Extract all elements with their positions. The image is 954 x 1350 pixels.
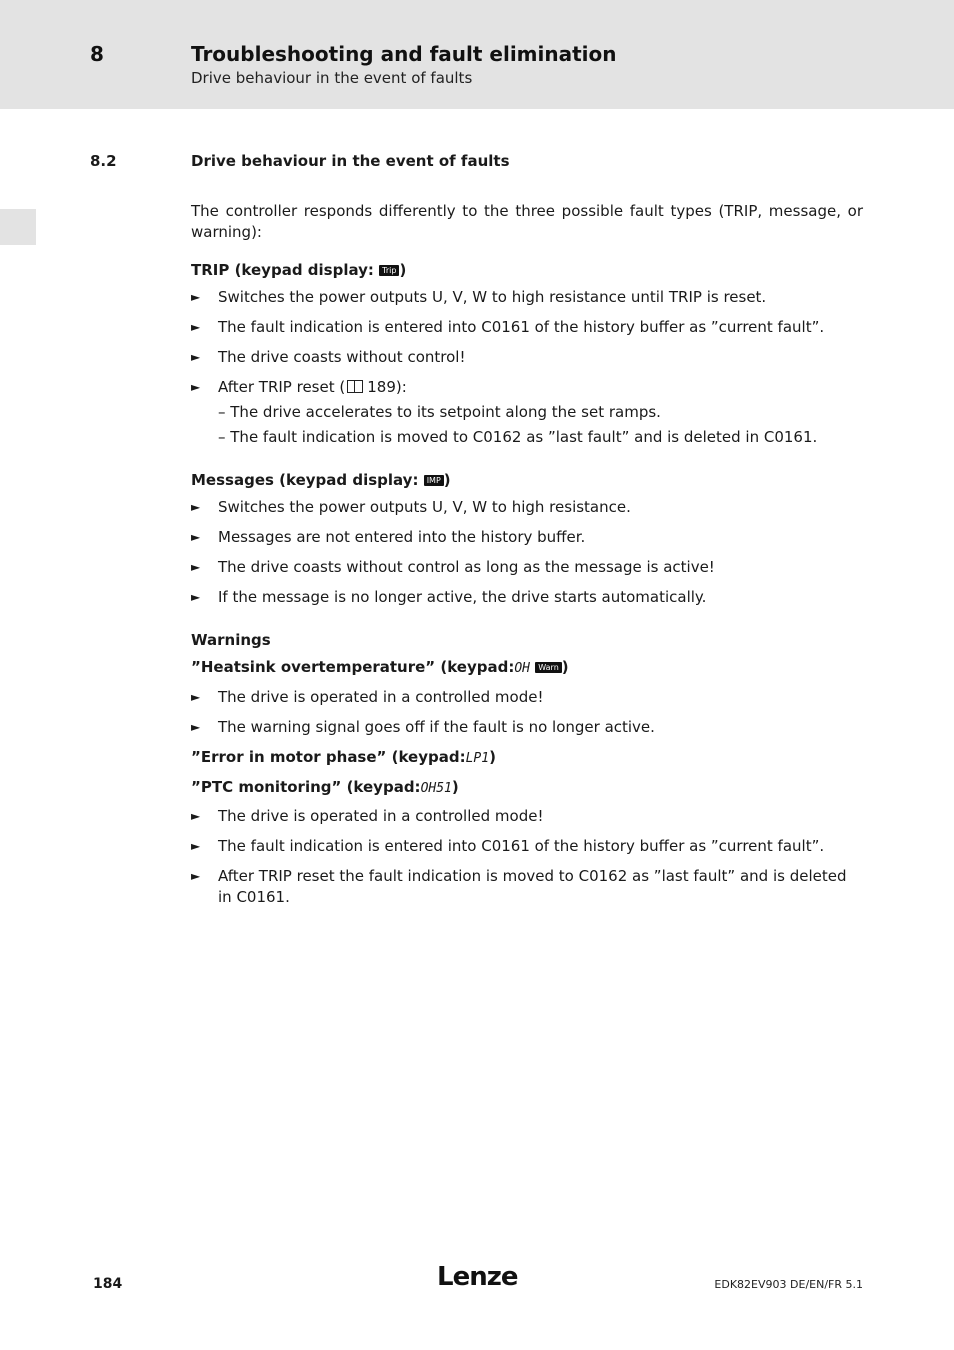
reset-suffix: ):	[395, 378, 407, 396]
heatsink-heading-text: ”Heatsink overtemperature” (keypad:	[191, 658, 515, 676]
imp-badge: IMP	[424, 475, 444, 486]
list-item	[191, 347, 863, 368]
list-item	[191, 497, 863, 518]
bullet-arrow-icon: ►	[191, 720, 201, 734]
reset-sub-item: – The fault indication is moved to C0162 as ”last fault” and is deleted in C0161.	[218, 428, 818, 446]
trip-heading-text: TRIP (keypad display:	[191, 261, 380, 279]
list-item	[191, 866, 863, 908]
trip-list	[191, 287, 863, 448]
list-item	[191, 687, 863, 708]
list-item-text: Messages are not entered into the history buffer.	[218, 528, 586, 546]
section-number: 8.2	[90, 152, 117, 170]
lenze-logo: Lenze	[437, 1262, 518, 1292]
warnings-heading: Warnings	[191, 631, 271, 649]
list-item-text: The drive is operated in a controlled mode!	[218, 807, 544, 825]
heatsink-heading-close: )	[561, 658, 569, 676]
reset-sub-item: – The drive accelerates to its setpoint along the set ramps.	[218, 403, 661, 421]
bullet-arrow-icon: ►	[191, 590, 201, 604]
list-item	[191, 287, 863, 308]
section-title: Drive behaviour in the event of faults	[191, 152, 510, 170]
book-icon	[347, 380, 363, 393]
bullet-arrow-icon: ►	[191, 350, 201, 364]
ptc-code: OH51	[420, 781, 452, 796]
list-item	[191, 377, 863, 448]
motor-phase-heading-text: ”Error in motor phase” (keypad:	[191, 748, 466, 766]
ptc-heading-close: )	[451, 778, 459, 796]
page-reference[interactable]: 189	[367, 378, 396, 396]
heatsink-code: OH	[514, 661, 531, 676]
motor-phase-heading	[191, 747, 863, 768]
bullet-arrow-icon: ►	[191, 380, 201, 394]
list-item	[191, 557, 863, 578]
heatsink-list	[191, 687, 863, 738]
motor-phase-code: LP1	[465, 751, 490, 766]
ptc-list	[191, 806, 863, 908]
reset-prefix: After TRIP reset (	[218, 378, 346, 396]
chapter-subtitle: Drive behaviour in the event of faults	[191, 69, 473, 87]
list-item	[191, 527, 863, 548]
list-item-text: If the message is no longer active, the drive starts automatically.	[218, 588, 707, 606]
bullet-arrow-icon: ►	[191, 290, 201, 304]
motor-phase-heading-close: )	[489, 748, 496, 766]
list-item-text: The drive is operated in a controlled mode!	[218, 688, 544, 706]
bullet-arrow-icon: ►	[191, 500, 201, 514]
list-item	[191, 836, 863, 857]
intro-paragraph: The controller responds differently to the three possible fault types (TRIP, message, or warning):	[191, 202, 863, 241]
trip-heading	[191, 260, 863, 281]
heatsink-heading	[191, 657, 863, 678]
trip-heading-close: )	[399, 261, 407, 279]
header-band	[0, 0, 954, 109]
messages-heading-close: )	[443, 471, 451, 489]
list-item	[191, 317, 863, 338]
messages-list	[191, 497, 863, 608]
document-id: EDK82EV903 DE/EN/FR 5.1	[714, 1278, 863, 1291]
bullet-arrow-icon: ►	[191, 869, 201, 883]
list-item	[191, 806, 863, 827]
ptc-heading-text: ”PTC monitoring” (keypad:	[191, 778, 421, 796]
list-item-text: The fault indication is entered into C0161 of the history buffer as ”current fault”.	[218, 318, 825, 336]
list-item-text: The drive coasts without control as long as the message is active!	[218, 558, 715, 576]
warn-badge: Warn	[535, 662, 562, 673]
bullet-arrow-icon: ►	[191, 320, 201, 334]
list-item-text: The drive coasts without control!	[218, 348, 466, 366]
list-item	[191, 717, 863, 738]
list-item-text: Switches the power outputs U, V, W to high resistance until TRIP is reset.	[218, 288, 767, 306]
page-content	[191, 201, 863, 917]
list-item-text: Switches the power outputs U, V, W to high resistance.	[218, 498, 631, 516]
messages-heading	[191, 470, 863, 491]
bullet-arrow-icon: ►	[191, 690, 201, 704]
bullet-arrow-icon: ►	[191, 530, 201, 544]
bullet-arrow-icon: ►	[191, 560, 201, 574]
list-item-text: The fault indication is entered into C0161 of the history buffer as ”current fault”.	[218, 837, 825, 855]
trip-badge: Trip	[379, 265, 399, 276]
bullet-arrow-icon: ►	[191, 809, 201, 823]
chapter-title: Troubleshooting and fault elimination	[191, 42, 617, 66]
list-item-text: After TRIP reset the fault indication is moved to C0162 as ”last fault” and is deleted in C0161.	[218, 867, 847, 906]
page-number: 184	[93, 1276, 123, 1292]
list-item	[191, 587, 863, 608]
bullet-arrow-icon: ►	[191, 839, 201, 853]
side-tab-marker	[0, 209, 36, 245]
messages-heading-text: Messages (keypad display:	[191, 471, 424, 489]
list-item-text: The warning signal goes off if the fault is no longer active.	[218, 718, 655, 736]
ptc-heading	[191, 777, 863, 798]
chapter-number: 8	[90, 42, 104, 66]
